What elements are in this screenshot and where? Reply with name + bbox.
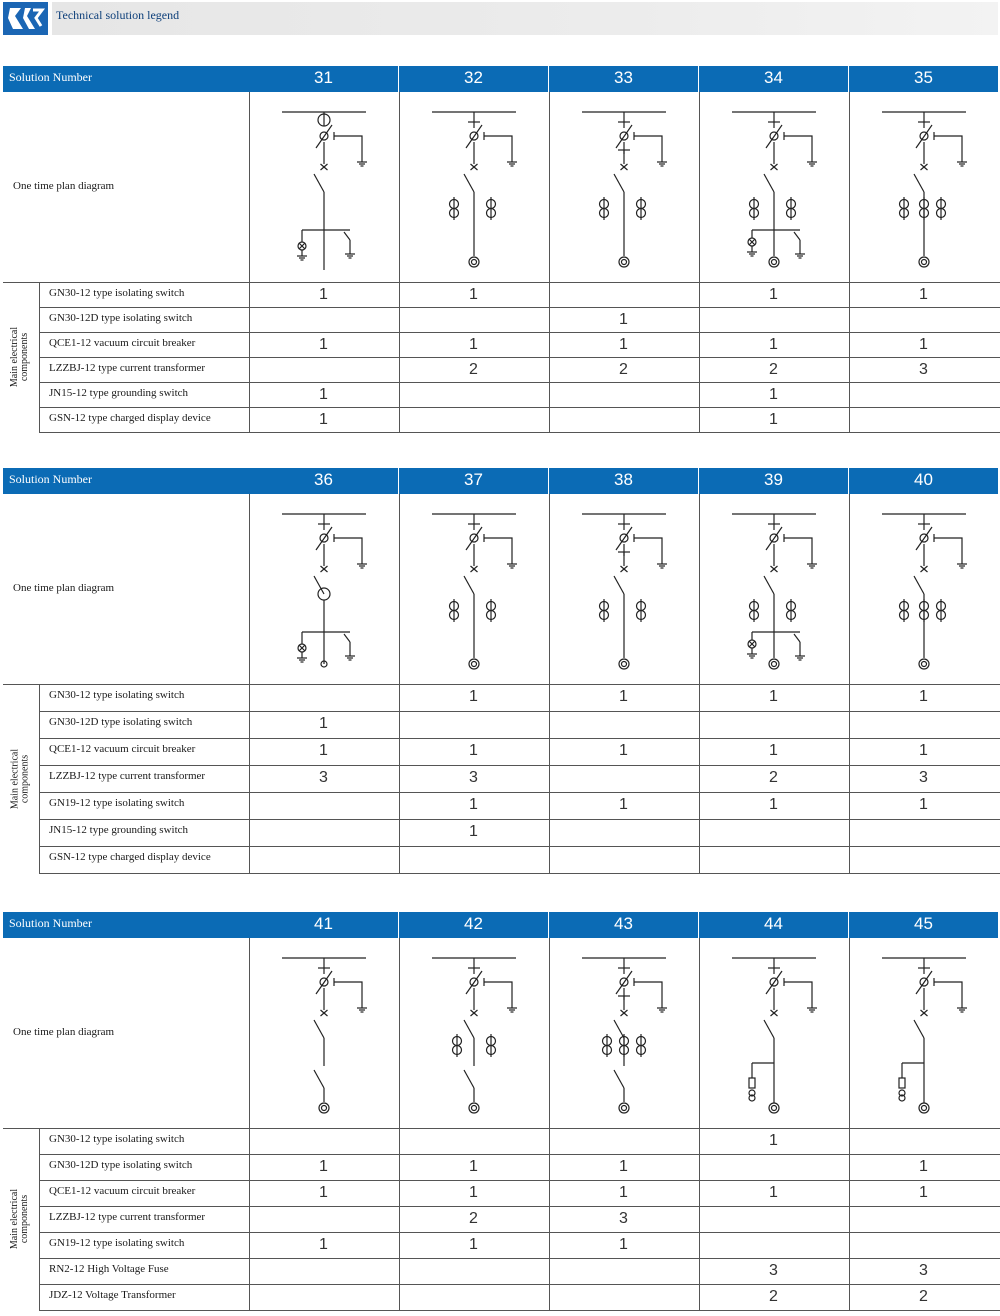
component-quantity: 1 — [469, 1236, 478, 1253]
row-divider — [39, 357, 1000, 358]
single-line-diagram-31 — [249, 92, 398, 282]
main-components-line-2: components — [19, 1194, 30, 1244]
main-components-label — [10, 684, 32, 873]
solution-table-2 — [3, 468, 1000, 875]
company-logo — [3, 2, 48, 35]
component-quantity: 3 — [919, 1262, 928, 1279]
component-quantity: 1 — [919, 1158, 928, 1175]
single-line-diagram-43 — [549, 938, 698, 1128]
single-line-diagram-42 — [399, 938, 548, 1128]
one-time-plan-label: One time plan diagram — [13, 582, 115, 594]
solution-number-header: Solution Number — [3, 912, 251, 938]
solution-number-35: 35 — [849, 66, 998, 92]
solution-number-37: 37 — [399, 468, 548, 494]
row-divider — [39, 765, 1000, 766]
component-quantity: 1 — [619, 742, 628, 759]
main-components-label — [10, 1128, 32, 1310]
component-row-label: LZZBJ-12 type current transformer — [49, 362, 206, 374]
row-divider — [39, 711, 1000, 712]
component-quantity: 1 — [769, 1184, 778, 1201]
row-divider — [39, 819, 1000, 820]
component-row-label: QCE1-12 vacuum circuit breaker — [49, 743, 196, 755]
single-line-diagram-45 — [849, 938, 998, 1128]
main-components-line-1: Main electrical — [9, 1188, 20, 1250]
component-quantity: 1 — [769, 796, 778, 813]
component-quantity: 1 — [319, 336, 328, 353]
component-quantity: 1 — [469, 796, 478, 813]
component-quantity: 1 — [769, 742, 778, 759]
component-row-label: GN30-12D type isolating switch — [49, 312, 193, 324]
component-quantity: 2 — [769, 769, 778, 786]
row-divider — [39, 382, 1000, 383]
single-line-diagram-41 — [249, 938, 398, 1128]
component-row-label: GN30-12D type isolating switch — [49, 1159, 193, 1171]
single-line-diagram-32 — [399, 92, 548, 282]
component-quantity: 1 — [469, 336, 478, 353]
solution-number-41: 41 — [249, 912, 398, 938]
single-line-diagram-35 — [849, 92, 998, 282]
single-line-diagram-37 — [399, 494, 548, 684]
row-divider — [39, 1232, 1000, 1233]
row-divider — [39, 432, 1000, 433]
component-quantity: 2 — [469, 361, 478, 378]
component-quantity: 1 — [319, 1158, 328, 1175]
component-quantity: 1 — [469, 742, 478, 759]
component-row-label: GN19-12 type isolating switch — [49, 797, 185, 809]
component-quantity: 1 — [919, 742, 928, 759]
one-time-plan-label: One time plan diagram — [13, 180, 115, 192]
component-quantity: 1 — [619, 796, 628, 813]
component-quantity: 1 — [469, 286, 478, 303]
solution-number-39: 39 — [699, 468, 848, 494]
solution-table-1 — [3, 66, 1000, 434]
component-quantity: 1 — [769, 411, 778, 428]
component-row-label: QCE1-12 vacuum circuit breaker — [49, 337, 196, 349]
row-divider — [3, 684, 1000, 685]
component-quantity: 1 — [919, 336, 928, 353]
component-quantity: 1 — [619, 688, 628, 705]
component-row-label: LZZBJ-12 type current transformer — [49, 1211, 206, 1223]
page-title: Technical solution legend — [56, 8, 180, 22]
component-row-label: GN30-12D type isolating switch — [49, 716, 193, 728]
component-quantity: 3 — [469, 769, 478, 786]
component-quantity: 1 — [319, 411, 328, 428]
row-divider — [39, 873, 1000, 874]
row-divider — [39, 1206, 1000, 1207]
component-quantity: 3 — [769, 1262, 778, 1279]
component-quantity: 1 — [319, 1184, 328, 1201]
row-divider — [39, 1154, 1000, 1155]
component-row-label: LZZBJ-12 type current transformer — [49, 770, 206, 782]
component-quantity: 1 — [319, 715, 328, 732]
component-quantity: 2 — [769, 1288, 778, 1305]
component-quantity: 3 — [919, 361, 928, 378]
component-quantity: 1 — [469, 1184, 478, 1201]
component-quantity: 1 — [769, 1132, 778, 1149]
solution-number-33: 33 — [549, 66, 698, 92]
component-row-label: GSN-12 type charged display device — [49, 851, 211, 863]
component-quantity: 1 — [769, 286, 778, 303]
component-quantity: 1 — [619, 336, 628, 353]
component-quantity: 1 — [619, 1158, 628, 1175]
group-divider — [39, 1128, 40, 1310]
main-components-line-2: components — [19, 332, 30, 382]
component-quantity: 2 — [469, 1210, 478, 1227]
component-quantity: 1 — [769, 336, 778, 353]
component-row-label: GN30-12 type isolating switch — [49, 287, 185, 299]
component-quantity: 2 — [769, 361, 778, 378]
component-row-label: GN30-12 type isolating switch — [49, 689, 185, 701]
row-divider — [3, 1128, 1000, 1129]
component-quantity: 1 — [469, 688, 478, 705]
solution-number-43: 43 — [549, 912, 698, 938]
component-quantity: 1 — [319, 1236, 328, 1253]
single-line-diagram-38 — [549, 494, 698, 684]
solution-number-32: 32 — [399, 66, 548, 92]
main-components-line-1: Main electrical — [9, 748, 20, 809]
row-divider — [39, 1258, 1000, 1259]
row-divider — [39, 1284, 1000, 1285]
main-components-line-1: Main electrical — [9, 326, 20, 388]
solution-number-34: 34 — [699, 66, 848, 92]
single-line-diagram-33 — [549, 92, 698, 282]
component-quantity: 1 — [619, 1184, 628, 1201]
single-line-diagram-44 — [699, 938, 848, 1128]
row-divider — [39, 332, 1000, 333]
component-quantity: 3 — [919, 769, 928, 786]
component-row-label: GN30-12 type isolating switch — [49, 1133, 185, 1145]
component-quantity: 1 — [919, 1184, 928, 1201]
component-row-label: QCE1-12 vacuum circuit breaker — [49, 1185, 196, 1197]
single-line-diagram-34 — [699, 92, 848, 282]
row-divider — [39, 407, 1000, 408]
solution-number-45: 45 — [849, 912, 998, 938]
row-divider — [39, 1180, 1000, 1181]
component-row-label: GN19-12 type isolating switch — [49, 1237, 185, 1249]
single-line-diagram-39 — [699, 494, 848, 684]
component-quantity: 1 — [919, 688, 928, 705]
component-quantity: 1 — [319, 286, 328, 303]
solution-number-42: 42 — [399, 912, 548, 938]
component-quantity: 1 — [769, 386, 778, 403]
main-components-line-2: components — [19, 754, 30, 803]
component-quantity: 1 — [919, 286, 928, 303]
solution-number-38: 38 — [549, 468, 698, 494]
component-row-label: GSN-12 type charged display device — [49, 412, 211, 424]
component-quantity: 1 — [469, 823, 478, 840]
component-quantity: 1 — [619, 1236, 628, 1253]
component-quantity: 1 — [319, 386, 328, 403]
component-quantity: 2 — [919, 1288, 928, 1305]
row-divider — [39, 792, 1000, 793]
row-divider — [3, 282, 1000, 283]
component-row-label: RN2-12 High Voltage Fuse — [49, 1263, 169, 1275]
single-line-diagram-36 — [249, 494, 398, 684]
title-bar — [52, 2, 998, 35]
component-quantity: 3 — [319, 769, 328, 786]
solution-number-header: Solution Number — [3, 66, 251, 92]
solution-number-40: 40 — [849, 468, 998, 494]
single-line-diagram-40 — [849, 494, 998, 684]
component-row-label: JN15-12 type grounding switch — [49, 387, 189, 399]
row-divider — [39, 1310, 1000, 1311]
solution-number-31: 31 — [249, 66, 398, 92]
one-time-plan-label: One time plan diagram — [13, 1026, 115, 1038]
component-quantity: 1 — [469, 1158, 478, 1175]
solution-number-44: 44 — [699, 912, 848, 938]
row-divider — [39, 307, 1000, 308]
component-row-label: JN15-12 type grounding switch — [49, 824, 189, 836]
component-quantity: 2 — [619, 361, 628, 378]
row-divider — [39, 738, 1000, 739]
solution-table-3 — [3, 912, 1000, 1312]
component-quantity: 1 — [769, 688, 778, 705]
row-divider — [39, 846, 1000, 847]
component-quantity: 1 — [319, 742, 328, 759]
main-components-label — [10, 282, 32, 432]
component-quantity: 1 — [619, 311, 628, 328]
component-row-label: JDZ-12 Voltage Transformer — [49, 1289, 176, 1301]
solution-number-36: 36 — [249, 468, 398, 494]
group-divider — [39, 684, 40, 873]
component-quantity: 1 — [919, 796, 928, 813]
component-quantity: 3 — [619, 1210, 628, 1227]
solution-number-header: Solution Number — [3, 468, 251, 494]
